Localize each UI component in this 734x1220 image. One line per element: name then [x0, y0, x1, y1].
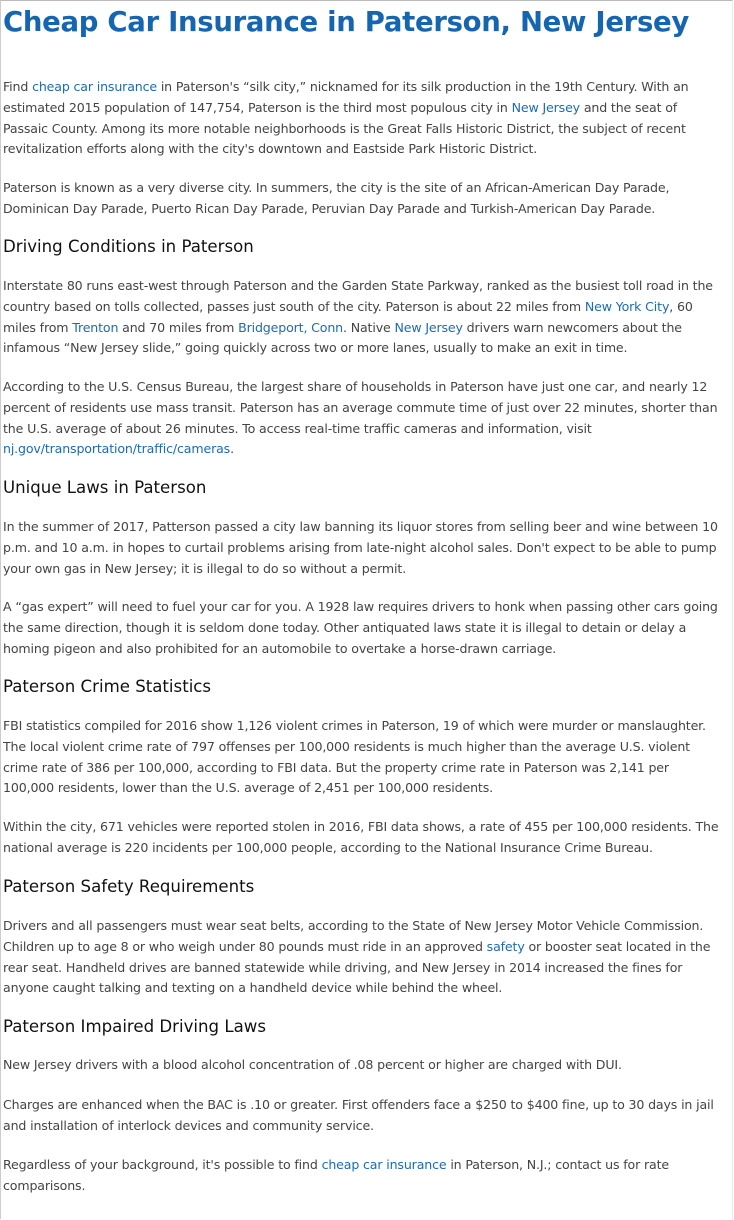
new-jersey-link[interactable]: New Jersey: [511, 99, 580, 115]
traffic-cameras-link[interactable]: nj.gov/transportation/traffic/cameras: [3, 441, 231, 457]
safety-link[interactable]: safety: [486, 938, 525, 954]
impaired-paragraph-2: Charges are enhanced when the BAC is .10 or greater. First offenders face a $250 to $400 fine, up to 30 days in jail and installation of interlock devices and community service.: [3, 1097, 714, 1133]
driving-conditions-heading: Driving Conditions in Paterson: [3, 237, 254, 256]
trenton-link[interactable]: Trenton: [72, 319, 119, 335]
bridgeport-link[interactable]: Bridgeport, Conn: [238, 319, 344, 335]
driving-paragraph-1: Interstate 80 runs east-west through Paterson and the Garden State Parkway, ranked as the busiest toll road in the country based on tolls collected, passes just south of the city. Paterson is about 22 miles from New York City, 60 miles from Trenton and 70 miles from Bridgeport, Conn. Native New Jersey drivers warn newcomers about the infamous “New Jersey slide,” going quickly across two or more lanes, usually to make an exit in time.: [3, 278, 713, 356]
page-title: Cheap Car Insurance in Paterson, New Jersey: [3, 6, 689, 38]
driving-paragraph-2: According to the U.S. Census Bureau, the largest share of households in Paterson have just one car, and nearly 12 percent of residents use mass transit. Paterson has an average commute time of just over 22 minutes, shorter than the U.S. average of about 26 minutes. To access real-time traffic cameras and information, visit nj.gov/transportation/traffic/cameras.: [3, 379, 718, 457]
intro-paragraph-1: Find cheap car insurance in Paterson's “silk city,” nicknamed for its silk production in the 19th Century. With an estimated 2015 population of 147,754, Paterson is the third most populous city in New Jersey and the seat of Passaic County. Among its more notable neighborhoods is the Great Falls Historic District, the subject of recent revitalization efforts along with the city's downtown and Eastside Park Historic District.: [3, 79, 689, 157]
safety-requirements-heading: Paterson Safety Requirements: [3, 877, 255, 896]
crime-paragraph-1: FBI statistics compiled for 2016 show 1,126 violent crimes in Paterson, 19 of which were murder or manslaughter. The local violent crime rate of 797 offenses per 100,000 residents is much higher than the average U.S. violent crime rate of 386 per 100,000, according to FBI data. But the property crime rate in Paterson was 2,141 per 100,000 residents, lower than the U.S. average of 2,451 per 100,000 residents.: [3, 718, 706, 796]
laws-paragraph-2: A “gas expert” will need to fuel your car for you. A 1928 law requires drivers to honk when passing other cars going the same direction, though it is seldom done today. Other antiquated laws state it is illegal to detain or delay a homing pigeon and also prohibited for an automobile to overtake a horse-drawn carriage.: [3, 599, 718, 656]
cheap-car-insurance-link[interactable]: cheap car insurance: [32, 79, 157, 94]
new-york-city-link[interactable]: New York City: [584, 298, 670, 314]
impaired-driving-heading: Paterson Impaired Driving Laws: [3, 1017, 266, 1036]
cheap-car-insurance-link-2[interactable]: cheap car insurance: [321, 1157, 447, 1172]
crime-paragraph-2: Within the city, 671 vehicles were reported stolen in 2016, FBI data shows, a rate of 455 per 100,000 residents. The national average is 220 incidents per 100,000 people, according to the National Insurance Crime Bureau.: [3, 819, 719, 855]
impaired-paragraph-1: New Jersey drivers with a blood alcohol concentration of .08 percent or higher are charged with DUI.: [3, 1057, 622, 1072]
laws-paragraph-1: In the summer of 2017, Patterson passed a city law banning its liquor stores from selling beer and wine between 10 p.m. and 10 a.m. in hopes to curtail problems arising from late-night alcohol sales. Don't expect to be able to pump your own gas in New Jersey; it is illegal to do so without a permit.: [3, 519, 718, 576]
safety-paragraph-1: Drivers and all passengers must wear seat belts, according to the State of New Jersey Motor Vehicle Commission. Children up to age 8 or who weigh under 80 pounds must ride in an approved safety or booster seat located in the rear seat. Handheld drives are banned statewide while driving, and New Jersey in 2014 increased the fines for anyone caught talking and texting on a handheld device while behind the wheel.: [3, 918, 711, 996]
new-jersey-link-2[interactable]: New Jersey: [394, 319, 463, 335]
intro-paragraph-2: Paterson is known as a very diverse city. In summers, the city is the site of an African-American Day Parade, Dominican Day Parade, Puerto Rican Day Parade, Peruvian Day Parade and Turkish-American Day Parade.: [3, 180, 670, 216]
crime-statistics-heading: Paterson Crime Statistics: [3, 677, 212, 696]
impaired-paragraph-3: Regardless of your background, it's possible to find cheap car insurance in Paterson, N.J.; contact us for rate comparisons.: [3, 1157, 669, 1193]
unique-laws-heading: Unique Laws in Paterson: [3, 478, 207, 497]
